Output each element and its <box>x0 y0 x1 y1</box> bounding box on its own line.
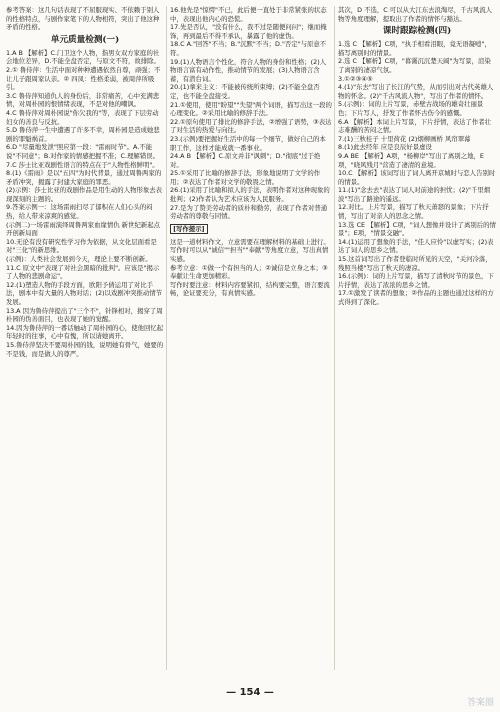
answer-item: 其次，D 不选，C 可以从大江东去浪淘尽，千古风流人物等角度理解，提取出了作者的情怀与豁达。 <box>338 6 493 23</box>
section-heading: 单元质量检测(一) <box>50 34 120 45</box>
answer-item: 23.(示例)要把握好生活中的每一个细节，做好自己的本职工作，这样才能成就一番事业。 <box>170 134 326 152</box>
column-middle <box>170 6 332 674</box>
answer-item: 4.C 鲁侍萍对周朴园说"你欠我的"等，表现了下层劳动妇女的善良与反抗。 <box>6 108 159 126</box>
answer-item: 8.(1)此去经年 应是良辰好景虚设 <box>338 143 432 152</box>
answer-item: 16.(示例)：词的上片写景，描写了清秋时节的景色，下片抒情，表达了浓浓的思乡之情。 <box>338 272 494 289</box>
page-number: — 154 — <box>226 687 274 698</box>
answer-item: 19.(1)人物语言个性化，符合人物的身份和性格；(2)人物语言富有动作性，推动情节的发展；(3)人物语言含蓄，有潜台词。 <box>170 57 327 83</box>
answer-item: 10.C 【解析】该词写出了词人离开京城时与恋人告别时的情景。 <box>338 169 496 186</box>
column-left <box>6 6 164 674</box>
answer-item: 27.是为了赞美劳动者的质朴和勤劳，表现了作者对普通劳动者的尊敬与同情。 <box>170 203 328 221</box>
answer-item: 21.①使用，使用"盼望""失望"两个词语，描写出这一段的心理变化。②采用比喻的修辞手法。 <box>170 100 332 118</box>
section-heading: [写作提示] <box>170 223 332 236</box>
answer-item: 9.A BE 【解析】A项，"杨柳岸"写出了离别之地，E项，"晓风残月"营造了凄清的意境。 <box>338 151 484 169</box>
answer-item: 17.①激发了读者的想象；②作品的主题也通过这样的方式得到了深化。 <box>338 289 494 306</box>
answer-item: 写作时要注意：材料内容要紧扣，结构要完整，语言要流畅，论证要充分，有真情实感。 <box>170 280 330 298</box>
answer-item: 17.先是否认，"没有什么，我不过是随便问问"；继而掩饰，再到最后不得不承认，暴露了他的虚伪。 <box>170 23 327 40</box>
answer-item: 3.①②③④⑤ <box>338 74 373 83</box>
column-divider <box>334 6 335 670</box>
answer-item: 11.(1)"念去去"表达了词人对前途的担忧；(2)"千里烟波"写出了路途的遥远。 <box>338 186 491 203</box>
page-number-text: 154 <box>239 687 261 698</box>
answer-item: 12.(1)塑造人物的手段方面，欧阳予倩运用了对比手法，剧本中有大量的人物对话；(2)以戏剧冲突推动情节发展。 <box>6 280 163 306</box>
answer-item: 22.①原句使用了排比的修辞手法，②增强了语势，③表达了对生活的热爱与向往。 <box>170 117 332 135</box>
answer-item: 7.(1)三秋桂子 十里荷花 (2)烟柳画桥 风帘翠幕 <box>338 134 471 143</box>
answer-item: 13.选 CE 【解析】C项，"词人想像并设计了离别后的情景"；E项，"情景交融"。 <box>338 220 496 238</box>
answer-item: 9.答案示例一：这场雷雨扫尽了郁积在人们心头的闷热，给人带来凉爽的感觉。 <box>6 203 153 221</box>
answer-item: 12.对比。上片写景，描写了秋天萧瑟的景象；下片抒情，写出了对亲人的思念之情。 <box>338 203 489 221</box>
answer-item: (示例)：人类社会发展到今天，理论上要不断创新。 <box>6 255 152 264</box>
watermark-logo: 答案圈 <box>466 698 494 708</box>
answer-item: 1.A B 【解析】C.门卫这个人物，指男女双方家庭的社会地位差异，D.不能全盘否定，与原文不符，故排除。 <box>6 48 160 66</box>
answer-item: 10.无论有没有研究性学习作为依据，从文化层面看是对"三化"的新思维。 <box>6 237 157 255</box>
answer-item: 24.A B 【解析】C.原文并非"讽刺"；D."彻底"过于绝对。 <box>170 152 321 169</box>
answer-item: 1.选 C 【解析】C项，"执手相看泪眼，竟无语凝噎"，描写离别时的情景。 <box>338 40 491 57</box>
answer-item: 14.因为鲁侍萍的一番话触动了周朴园的心，使他回忆起年轻时的往事，心中有愧，所以请她离开。 <box>6 323 164 341</box>
answer-item: 15.鲁侍萍坚决不要周朴园的钱，说明她有骨气，她要的不是钱，而是做人的尊严。 <box>6 340 164 358</box>
answer-item: 2.选 C 【解析】C项，"暮霭沉沉楚天阔"为写景，渲染了离别的凄凉气氛。 <box>338 57 491 74</box>
answer-item: 6.A 【解析】本词上片写景，下片抒情，表达了作者壮志难酬的苦闷之情。 <box>338 117 492 135</box>
answer-item: 6.D "尽量地发泄"照应第一段："雷雨时节"。A.不能说"不同意"；B.对作家的情感把握不准；C.理解错误。 <box>6 143 159 160</box>
column-divider <box>166 6 167 670</box>
answer-item: 4.(1)"东去"写出了长江的气势，从而引出对古代英雄人物的怀念。(2)"千古风流人物"，写出了作者的情怀。 <box>338 83 494 100</box>
answer-item: 26.(1)采用了比喻和拟人的手法，表明作者对这种现象的批判；(2)作者认为艺术应该为人民服务。 <box>170 186 330 204</box>
answer-item: (2)示例：莎士比亚的戏剧作品是用生动的人物形象去表现深刻的主题的。 <box>6 186 163 203</box>
answer-item: 参考立意：①做一个有担当的人；②诚信是立身之本；③奉献让生命更加精彩。 <box>170 263 328 281</box>
answer-item: 8.(1)《雷雨》是以"五四"为时代背景，通过周鲁两家的矛盾冲突，揭露了封建大家庭的罪恶。 <box>6 169 162 186</box>
answer-item: 15.这首词写出了作者登临时所见的天空，"关河冷落，残照当楼"写出了秋天的凄凉。 <box>338 255 492 272</box>
answer-item: 这是一道材料作文，立意需要在理解材料的基础上进行。写作时可以从"诚信""担当""奉献"等角度立意，写出真情实感。 <box>170 237 330 264</box>
answer-item: 20.(1)拿来主义：不能被传统所束缚；(2)不能全盘否定，也不能全盘接受。 <box>170 83 320 100</box>
answer-item: 5.(示例)：词的上片写景，赤壁古战场的雄奇壮丽景色；下片写人，抒发了作者怀古伤今的感慨。 <box>338 100 484 117</box>
answer-item: 参考答案：这几句话表现了不屈服现实、不依赖于别人的性格特点，与剧作家笔下的人物相符，突出了他这种矛盾的性格。 <box>6 6 160 32</box>
answer-item: 3.C 鲁侍萍知道仇人的身份后，非常痛苦，心中充满悲愤，对周朴园的恨情绪表现，不是对他的嘲讽。 <box>6 91 160 109</box>
answer-item: 14.(1)运用了想象的手法，"佳人应怜"以虚写实；(2)表达了词人的思乡之情。 <box>338 237 494 255</box>
answer-item: 2.① 鲁侍萍：生活中面对种种遭遇依然自尊，顽强；不让儿子跟周家认亲。② 四凤：性格柔弱，被周萍所吸引。 <box>6 65 161 92</box>
answer-item: 7.C 莎士比亚戏剧性语言的特点在于"人物性格鲜明"。 <box>6 160 159 169</box>
answer-item: 5.D 鲁侍萍一生中遭遇了许多不幸，周朴园是造成她悲剧的罪魁祸首。 <box>6 126 160 143</box>
answer-item: (示例二)一场雷雨演绎周鲁两家血缘情仇 新世纪新起点开创新局面 <box>6 220 161 238</box>
answer-item: 25.①采用了比喻的修辞手法，形象地说明了文学的作用；②表达了作者对文学的敬畏之情。 <box>170 169 321 186</box>
answer-item: 13.A 因为鲁侍萍提出了"三个不"，针锋相对，揭穿了周朴园的伪善面目，也表现了她的觉醒。 <box>6 306 163 324</box>
answer-item: 16.他先是"惊愕"不已，此后便一直处于非常紧张的状态中，表现出他内心的恐慌。 <box>170 6 327 23</box>
answer-item: 18.C A."回答"不当；B."沉默"不当；D."否定"与原意不符。 <box>170 40 327 57</box>
answer-item: 11.C 原文中"表现了对社会黑暗的批判"。应该是"揭示了人物的悲剧命运"。 <box>6 263 160 281</box>
column-right <box>338 6 496 674</box>
section-heading: 课时跟踪检测(四) <box>382 26 452 37</box>
